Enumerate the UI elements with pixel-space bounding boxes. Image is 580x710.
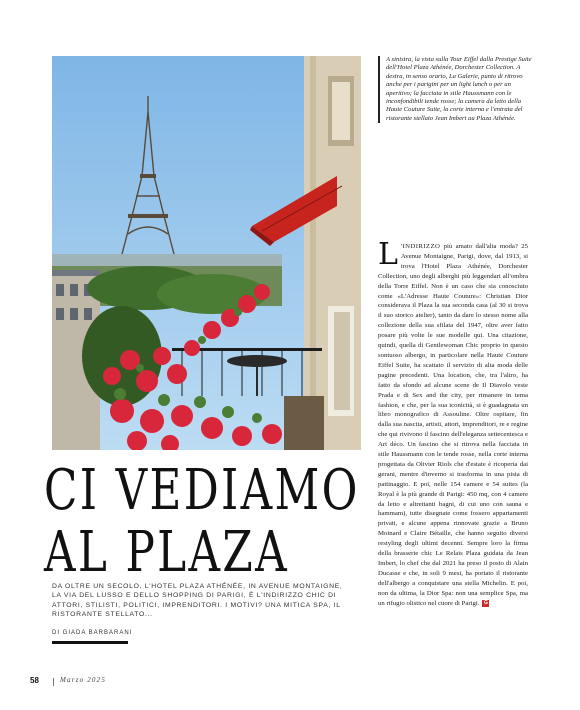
article-headline xyxy=(44,458,360,585)
photo-caption: A sinistra, la vista sulla Tour Eiffel dalla Prestige Suite dell'Hotel Plaza Athénée, Dorchester Collection. A destra, in senso orario, La Galerie, punto di ritrovo anche per i parigini per un light lunch o per un aperitivo; la facciata in stile Haussmann con le inconfondibili tende rosse; la camera da letto della Haute Couture Suite, la corte interna e l'entrata del ristorante stellato Jean Imbert au Plaza Athénée. xyxy=(378,56,534,123)
folio-divider xyxy=(53,678,54,686)
byline-rule xyxy=(52,641,128,644)
article-lead-word: 'INDIRIZZO xyxy=(400,243,441,250)
end-mark-icon: G xyxy=(483,599,488,606)
article-body xyxy=(378,237,528,609)
hero-photo xyxy=(52,56,361,450)
drop-cap: L xyxy=(378,237,398,272)
article-standfirst: DA OLTRE UN SECOLO, L'HOTEL PLAZA ATHÉNÉE, IN AVENUE MONTAIGNE, LA VIA DEL LUSSO E DELLO SHOPPING DI PARIGI, È L'INDIRIZZO CHIC DI ATTORI, STILISTI, POLITICI, IMPRENDITORI. I MOTIVI? UNA MITICA SPA, IL RISTORANTE STELLATO... xyxy=(52,583,343,619)
headline-line-2: AL PLAZA xyxy=(44,520,289,585)
byline: DI GIADA BARBARANI xyxy=(52,630,133,636)
page-number: 58 xyxy=(30,676,39,685)
eiffel-tower-balcony-image xyxy=(52,56,361,450)
issue-date: Marzo 2025 xyxy=(60,676,107,684)
headline-line-1: CI VEDIAMO xyxy=(44,458,360,523)
article-body-text: più amato dall'alta moda? 25 Avenue Montaigne, Parigi, dove, dal 1913, si trova l'Hotel Plaza Athénée, Dorchester Collection, uno degli alberghi più leggendari all'ombra della Torre Eiffel. Non è un caso che sia conosciuto come «L'Adresse Haute Couture»: Christian Dior considerava il Plaza la sua seconda casa (al 30 si trova il suo storico atelier), tanto da dare lo stesso nome alla collezione della sua sfilata del 1947, oltre aver fatto posare più volte le sue modelle qui. Una citazione, quindi, quella di Gentlewoman Chic proprio in questo sontuoso albergo, in particolare nella Haute Couture Eiffel Suite, ha scattato il servizio di alta moda delle pagine precedenti. Una location, che, tra l'altro, ha fatto da sfondo ad alcune scene de Il Diavolo veste Prada e di Sex and the city, per rimanere in tema fashion, e che, per la sua iconicità, si è guadagnata un libro monografico di Assouline. Oltre ospitare, fin dalla sua nascita, artisti, attori, imprenditori, re e regine che qui rivivono il fascino dell'eleganza settecentesca e Art déco. Un fascino che si ritrova nella facciata in stile Haussmann con le tende rosse, nella corte interna progettata da Olivier Riols che d'estate è ricoperta dai gerani, mentre d'inverno si trasforma in una pista di pattinaggio. E poi, nelle 154 camere e 54 suites (la Royal è la più grande di Parigi: 450 mq, con 4 camere da letto e altrettanti bagni, di cui uno con sauna e hammam), tutte disegnate come fossero appartamenti privati, e alcune appena rinnovate grazie a Bruno Moinard e Claire Bétaille, che hanno seguito diversi restyling degli ultimi decenni. Sempre loro la firma della brasserie chic Le Relais Plaza guidata da Jean Imbert, lo chef che dal 2021 ha preso il posto di Alain Ducasse e che, in soli 9 mesi, ha portato il ristorante dell'albergo a conquistare una stella Michelin. E poi, non da ultima, la Dior Spa: non una semplice Spa, ma un rifugio olistico nel cuore di Parigi. xyxy=(378,243,528,607)
